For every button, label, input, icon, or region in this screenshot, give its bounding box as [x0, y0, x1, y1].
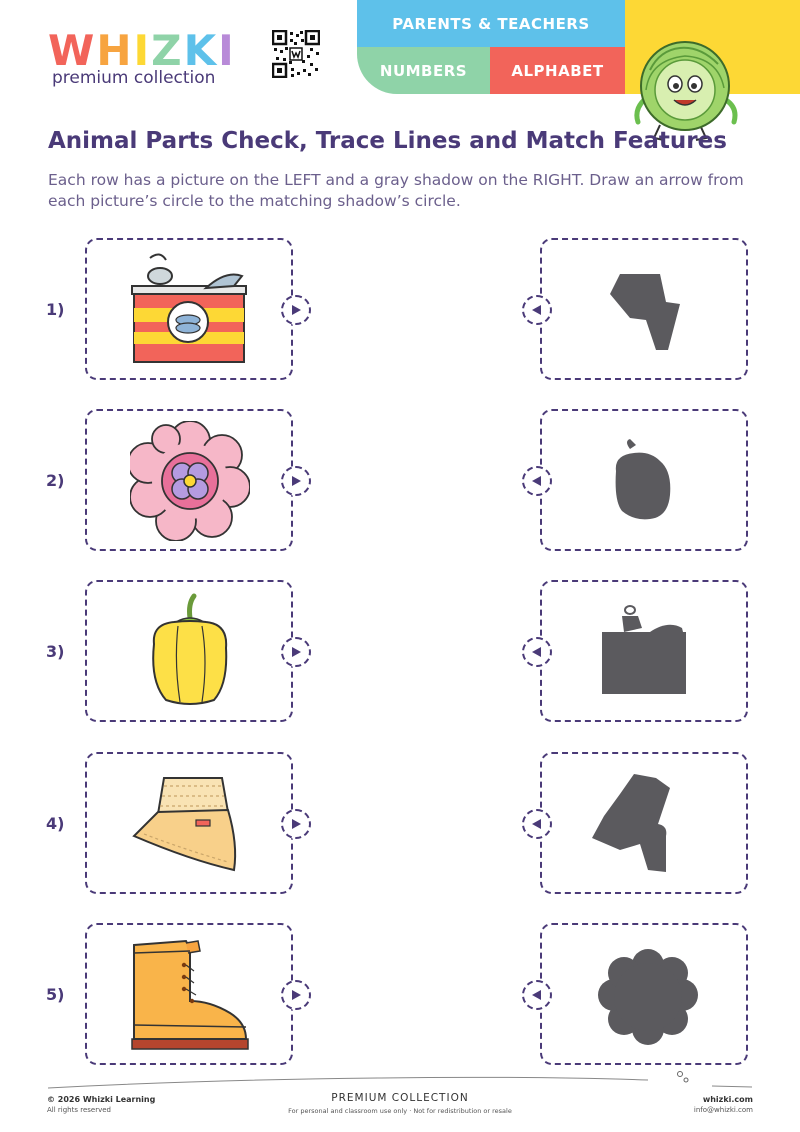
- footer-copyright: © 2026 Whizki Learning: [47, 1095, 156, 1104]
- logo-letter: Z: [151, 26, 184, 75]
- left-match-circle[interactable]: [281, 637, 311, 667]
- logo-wordmark: [48, 26, 236, 75]
- tin-can-fish-icon: [130, 250, 250, 370]
- left-match-circle[interactable]: [281, 295, 311, 325]
- right-match-circle[interactable]: [522, 466, 552, 496]
- tab-numbers[interactable]: NUMBERS: [357, 47, 490, 94]
- left-match-circle[interactable]: [281, 980, 311, 1010]
- footer-email-link[interactable]: info@whizki.com: [693, 1106, 753, 1114]
- footer-site-link[interactable]: whizki.com: [702, 1095, 753, 1104]
- row-number: 3): [46, 642, 65, 661]
- logo-letter: H: [96, 26, 134, 75]
- logo-letter: W: [48, 26, 97, 75]
- bucket-hat-shadow-icon: [590, 250, 710, 370]
- left-match-circle[interactable]: [281, 466, 311, 496]
- logo-subtitle: premium collection: [52, 68, 216, 88]
- tab-alphabet[interactable]: ALPHABET: [490, 47, 625, 94]
- pink-flower-icon: [130, 421, 250, 541]
- left-match-circle[interactable]: [281, 809, 311, 839]
- footer-rights: All rights reserved: [47, 1106, 111, 1114]
- right-match-circle[interactable]: [522, 637, 552, 667]
- bell-pepper-shadow-icon: [590, 421, 710, 541]
- right-match-circle[interactable]: [522, 295, 552, 325]
- logo-letter: K: [183, 26, 219, 75]
- right-match-circle[interactable]: [522, 809, 552, 839]
- instructions-text: Each row has a picture on the LEFT and a gray shadow on the RIGHT. Draw an arrow from each picture’s circle to the matching shadow’s circle.: [48, 171, 744, 210]
- page-title: Animal Parts Check, Trace Lines and Match Features: [48, 128, 727, 154]
- boot-shadow-icon: [590, 764, 710, 884]
- row-number: 4): [46, 814, 65, 833]
- logo-letter: I: [218, 26, 236, 75]
- row-number: 2): [46, 471, 65, 490]
- right-match-circle[interactable]: [522, 980, 552, 1010]
- bucket-hat-icon: [130, 764, 250, 884]
- logo-letter: I: [133, 26, 152, 75]
- flower-shadow-icon: [590, 935, 710, 1055]
- qr-code-icon: [272, 30, 320, 78]
- footer-collection-title: PREMIUM COLLECTION: [331, 1092, 469, 1104]
- footer-divider: [48, 1066, 752, 1092]
- yellow-bell-pepper-icon: [130, 592, 250, 712]
- row-number: 1): [46, 300, 65, 319]
- row-number: 5): [46, 985, 65, 1004]
- tin-can-shadow-icon: [590, 592, 710, 712]
- boot-icon: [130, 935, 250, 1055]
- tab-parents-teachers[interactable]: PARENTS & TEACHERS: [357, 0, 625, 47]
- footer-usage-note: For personal and classroom use only · Not for redistribution or resale: [288, 1107, 512, 1115]
